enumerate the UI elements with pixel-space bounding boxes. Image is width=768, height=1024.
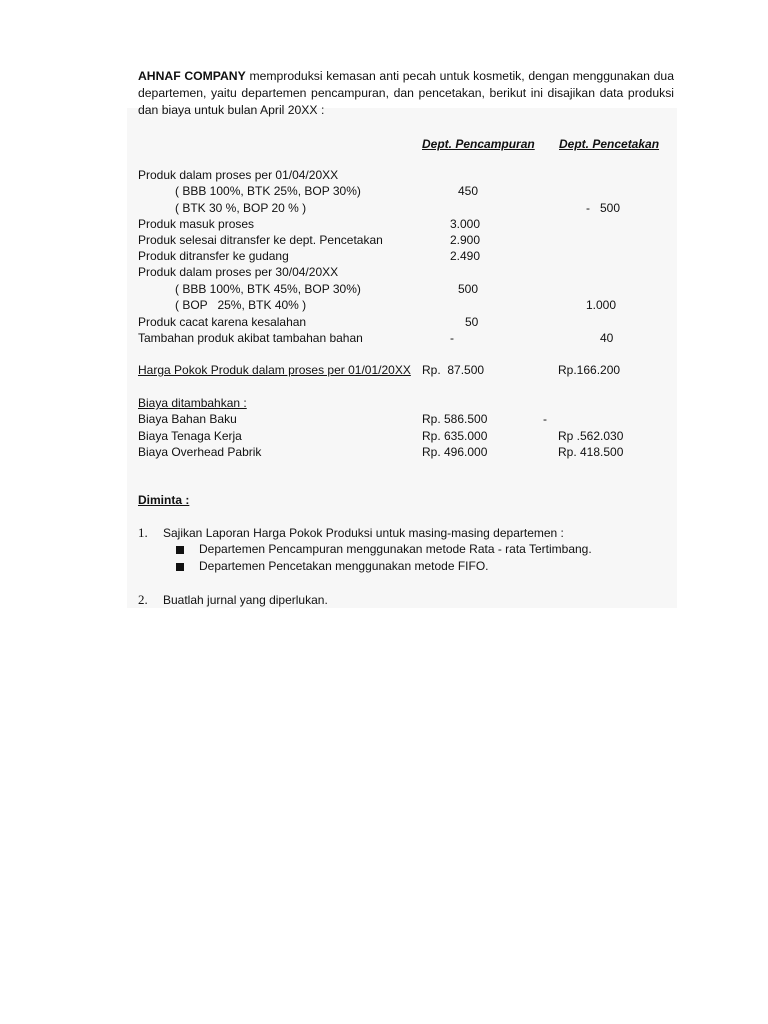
header-dept-pencampuran: Dept. Pencampuran (422, 137, 535, 151)
company-name: AHNAF COMPANY (138, 69, 246, 83)
row-label: Produk selesai ditransfer ke dept. Pencetakan (138, 233, 383, 247)
biaya-value-dept1: Rp. 496.000 (422, 445, 488, 459)
biaya-value-dept2: Rp. 418.500 (558, 445, 624, 459)
question-1-text: Sajikan Laporan Harga Pokok Produksi untuk masing-masing departemen : (163, 526, 564, 540)
header-dept-pencetakan: Dept. Pencetakan (559, 137, 660, 151)
row-value-dept1: 3.000 (450, 217, 481, 231)
intro-text: memproduksi kemasan anti pecah untuk kosmetik, dengan menggunakan dua departemen, yaitu departemen pencampuran, dan pencetakan, berikut ini disajikan data produksi dan biaya untuk bulan April 20XX : (138, 69, 674, 117)
row-label: Tambahan produk akibat tambahan bahan (138, 331, 363, 345)
bullet-square-icon (176, 546, 184, 554)
row-label: Produk cacat karena kesalahan (138, 315, 307, 329)
row-label: Produk masuk proses (138, 217, 255, 231)
row-value-dept1: - (450, 331, 454, 345)
row-label: ( BTK 30 %, BOP 20 % ) (175, 201, 307, 215)
hpp-value-dept1: Rp. 87.500 (422, 363, 485, 377)
row-label: ( BOP 25%, BTK 40% ) (175, 298, 307, 312)
hpp-value-dept2: Rp.166.200 (558, 363, 621, 377)
row-value-dept1: 2.900 (450, 233, 481, 247)
intro-paragraph (138, 68, 674, 119)
biaya-label: Biaya Bahan Baku (138, 412, 237, 426)
row-value-dept1: 2.490 (450, 249, 481, 263)
row-label: Produk ditransfer ke gudang (138, 249, 289, 263)
row-label: Produk dalam proses per 30/04/20XX (138, 265, 339, 279)
row-label: ( BBB 100%, BTK 45%, BOP 30%) (175, 282, 361, 296)
row-value-dept2: - 500 (586, 201, 621, 215)
diminta-title: Diminta : (138, 493, 190, 507)
row-value-dept1: 450 (458, 184, 479, 198)
row-value-dept1: 500 (458, 282, 479, 296)
bullet-square-icon (176, 563, 184, 571)
biaya-value-dept2: Rp .562.030 (558, 429, 624, 443)
biaya-label: Biaya Overhead Pabrik (138, 445, 262, 459)
row-value-dept1: 50 (465, 315, 479, 329)
hpp-label: Harga Pokok Produk dalam proses per 01/01/20XX (138, 363, 411, 377)
row-label: Produk dalam proses per 01/04/20XX (138, 168, 339, 182)
question-number-1: 1. (138, 525, 148, 540)
question-number-2: 2. (138, 592, 148, 607)
bullet-text: Departemen Pencetakan menggunakan metode FIFO. (199, 559, 489, 573)
biaya-label: Biaya Tenaga Kerja (138, 429, 242, 443)
row-value-dept2: 40 (600, 331, 614, 345)
row-label: ( BBB 100%, BTK 25%, BOP 30%) (175, 184, 361, 198)
row-value-dept2: 1.000 (586, 298, 617, 312)
biaya-value-dept1: Rp. 586.500 (422, 412, 488, 426)
biaya-value-dept2: - (543, 412, 547, 426)
biaya-value-dept1: Rp. 635.000 (422, 429, 488, 443)
question-2-text: Buatlah jurnal yang diperlukan. (163, 593, 328, 607)
bullet-text: Departemen Pencampuran menggunakan metode Rata - rata Tertimbang. (199, 542, 592, 556)
biaya-title: Biaya ditambahkan : (138, 396, 247, 410)
